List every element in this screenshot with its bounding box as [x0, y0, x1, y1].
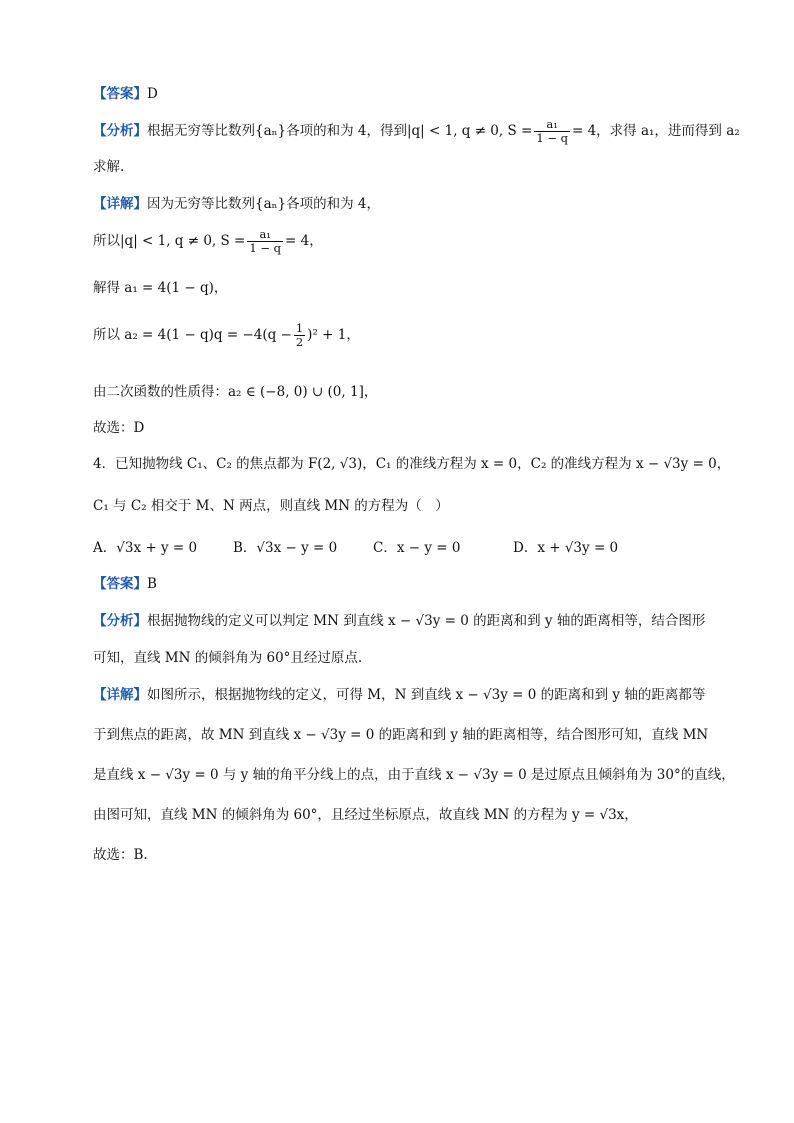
q4-analysis-line-2: 可知，直线 MN 的倾斜角为 60°且经过原点. — [93, 650, 363, 666]
detail-text: 如图所示，根据抛物线的定义，可得 M，N 到直线 x − √3y = 0 的距离和到 y 轴的距离都等 — [147, 687, 706, 703]
q4-detail-line-4: 由图可知，直线 MN 的倾斜角为 60°，且经过坐标原点，故直线 MN 的方程为 y = √3x， — [93, 807, 638, 823]
answer-tag: 【答案】 — [93, 86, 147, 102]
q4-options — [93, 536, 653, 556]
condition-formula: |q| < 1, q ≠ 0, S = — [406, 123, 533, 139]
sum-fraction: $\frac{\text{a₁}}{1 - q}$ — [536, 117, 568, 145]
q4-detail-line-1 — [93, 683, 705, 703]
q4-answer-line — [93, 572, 157, 592]
condition-formula: |q| < 1, q ≠ 0, S = — [120, 233, 246, 249]
q4-analysis-line-1 — [93, 609, 705, 629]
q4-detail-line-5: 故选：B. — [93, 847, 148, 863]
sum-fraction: $\frac{\text{a₁}}{1 - q}$ — [249, 227, 281, 255]
q3-detail-line-2 — [93, 228, 323, 255]
analysis-text: 根据抛物线的定义可以判定 MN 到直线 x − √3y = 0 的距离和到 y 轴的距离相等，结合图形 — [147, 613, 706, 629]
detail-tag: 【详解】 — [93, 196, 147, 212]
option-b: B．√3x − y = 0 — [233, 540, 338, 556]
analysis-tag: 【分析】 — [93, 123, 147, 139]
q3-detail-line-3: 解得 a₁ = 4(1 − q)， — [93, 280, 228, 296]
analysis-tag: 【分析】 — [93, 613, 147, 629]
option-c: C．x − y = 0 — [373, 540, 461, 556]
detail-text: 所以 — [93, 233, 120, 249]
q3-analysis-line-1 — [93, 118, 740, 145]
q4-detail-line-2: 于到焦点的距离，故 MN 到直线 x − √3y = 0 的距离和到 y 轴的距离相等，结合图形可知，直线 MN — [93, 727, 709, 743]
q4-detail-line-3: 是直线 x − √3y = 0 与 y 轴的角平分线上的点，由于直线 x − √3y = 0 是过原点且倾斜角为 30°的直线， — [93, 767, 735, 783]
answer-tag: 【答案】 — [93, 576, 147, 592]
analysis-text: ，求得 a₁，进而得到 a₂ — [596, 123, 740, 139]
q4-stem-line-2: C₁ 与 C₂ 相交于 M、N 两点，则直线 MN 的方程为（ ） — [93, 498, 449, 514]
q3-detail-line-6: 故选：D — [93, 420, 145, 436]
detail-text: 所以 a₂ = 4(1 − q)q = −4(q − — [93, 327, 292, 343]
half-fraction: $\frac{1}{2}$ — [295, 321, 304, 349]
detail-tag: 【详解】 — [93, 687, 147, 703]
q3-analysis-line-2: 求解. — [93, 159, 125, 175]
sequence-symbol: {aₙ} — [255, 123, 287, 139]
detail-text: = 4， — [285, 233, 323, 249]
analysis-text: 各项的和为 4，得到 — [286, 123, 407, 139]
detail-text: 因为无穷等比数列{aₙ}各项的和为 4， — [147, 196, 380, 212]
answer-value: B — [147, 576, 157, 592]
option-a: A．√3x + y = 0 — [93, 540, 198, 556]
q3-answer-line — [93, 82, 158, 102]
equals-four: = 4 — [571, 123, 597, 139]
q3-detail-line-4 — [93, 322, 360, 349]
q3-detail-line-5: 由二次函数的性质得：a₂ ∈ (−8, 0) ∪ (0, 1]， — [93, 384, 378, 400]
q4-stem-line-1: 4．已知抛物线 C₁、C₂ 的焦点都为 F(2, √3)，C₁ 的准线方程为 x = 0，C₂ 的准线方程为 x − √3y = 0， — [93, 456, 731, 472]
option-d: D．x + √3y = 0 — [513, 540, 619, 556]
analysis-text: 根据无穷等比数列 — [147, 123, 255, 139]
answer-value: D — [147, 86, 158, 102]
detail-text: )² + 1， — [307, 327, 360, 343]
q3-detail-line-1 — [93, 192, 380, 212]
